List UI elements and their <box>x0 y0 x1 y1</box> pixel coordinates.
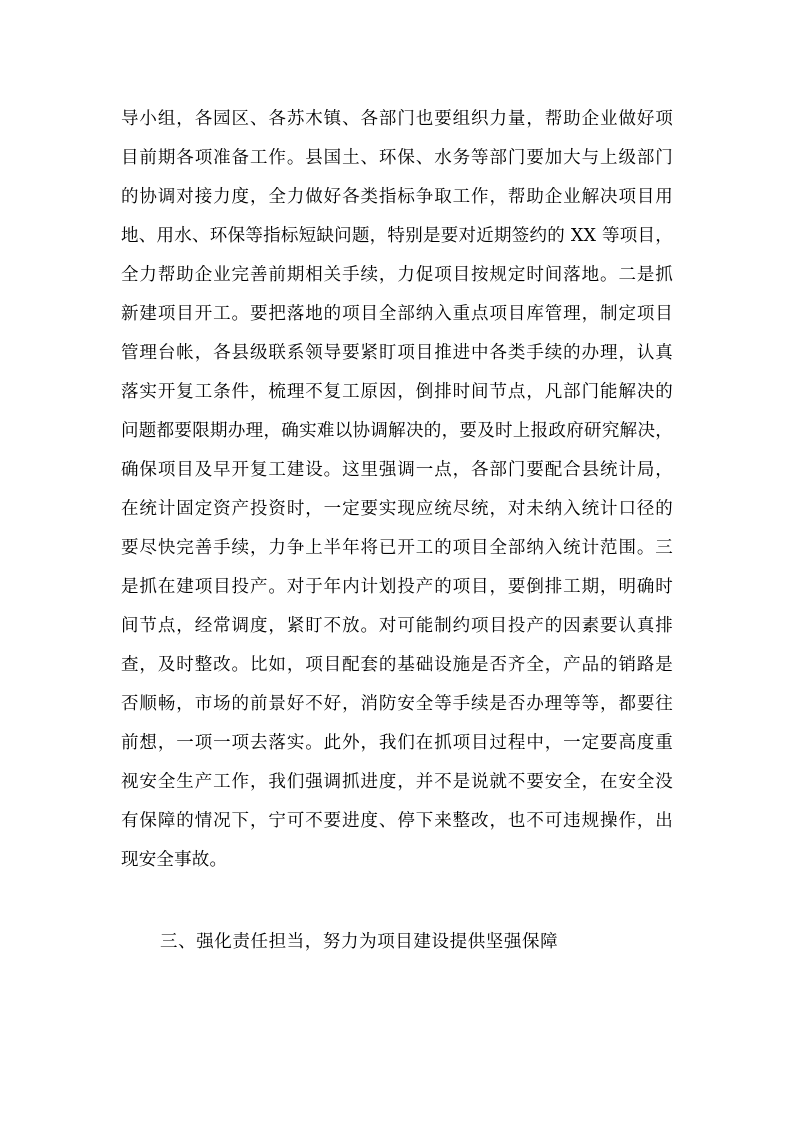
paragraph-line: 间节点，经常调度，紧盯不放。对可能制约项目投产的因素要认真排 <box>121 616 673 636</box>
paragraph-line: 新建项目开工。要把落地的项目全部纳入重点项目库管理，制定项目 <box>121 304 673 324</box>
paragraph-line: 导小组，各园区、各苏木镇、各部门也要组织力量，帮助企业做好项 <box>121 109 673 129</box>
paragraph-line: 在统计固定资产投资时，一定要实现应统尽统，对未纳入统计口径的 <box>121 499 673 519</box>
paragraph-line: 视安全生产工作，我们强调抓进度，并不是说就不要安全，在安全没 <box>121 772 673 792</box>
paragraph-line: 目前期各项准备工作。县国土、环保、水务等部门要加大与上级部门 <box>121 148 673 168</box>
paragraph-line: 是抓在建项目投产。对于年内计划投产的项目，要倒排工期，明确时 <box>121 577 673 597</box>
paragraph-line: 现安全事故。 <box>121 850 228 870</box>
paragraph-line: 全力帮助企业完善前期相关手续，力促项目按规定时间落地。二是抓 <box>121 265 673 285</box>
section-heading: 三、强化责任担当，努力为项目建设提供坚强保障 <box>160 932 559 952</box>
paragraph-line: 地、用水、环保等指标短缺问题，特别是要对近期签约的 XX 等项目， <box>121 226 673 246</box>
paragraph-line: 否顺畅，市场的前景好不好，消防安全等手续是否办理等等，都要往 <box>121 694 673 714</box>
paragraph-line: 确保项目及早开复工建设。这里强调一点，各部门要配合县统计局， <box>121 460 673 480</box>
paragraph-line: 要尽快完善手续，力争上半年将已开工的项目全部纳入统计范围。三 <box>121 538 673 558</box>
paragraph-line: 问题都要限期办理，确实难以协调解决的，要及时上报政府研究解决， <box>121 421 673 441</box>
paragraph-line: 落实开复工条件，梳理不复工原因，倒排时间节点，凡部门能解决的 <box>121 382 673 402</box>
paragraph-line: 前想，一项一项去落实。此外，我们在抓项目过程中，一定要高度重 <box>121 733 673 753</box>
paragraph-line: 的协调对接力度，全力做好各类指标争取工作，帮助企业解决项目用 <box>121 187 673 207</box>
paragraph-line: 查，及时整改。比如，项目配套的基础设施是否齐全，产品的销路是 <box>121 655 673 675</box>
paragraph-line: 管理台帐，各县级联系领导要紧盯项目推进中各类手续的办理，认真 <box>121 343 673 363</box>
paragraph-line: 有保障的情况下，宁可不要进度、停下来整改，也不可违规操作，出 <box>121 811 673 831</box>
